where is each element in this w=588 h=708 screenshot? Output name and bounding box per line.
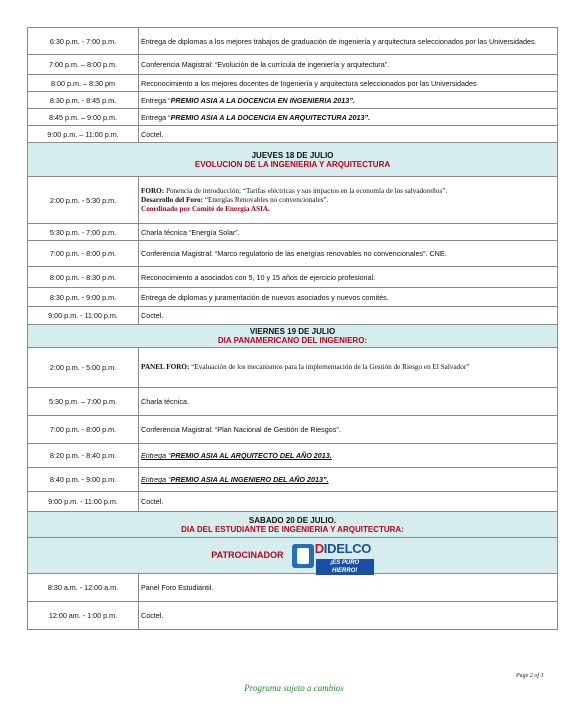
- table-row: [28, 177, 558, 224]
- table-row: [28, 307, 558, 325]
- description-cell: Conferencia Magistral: “Marco regulatorio de las energías renovables no convencionales”. CNE.: [139, 241, 558, 267]
- description-cell: Entrega de diplomas a los mejores trabajos de graduación de ingeniería y arquitectura seleccionados por las Universidades.: [139, 28, 558, 55]
- day-title: JUEVES 18 DE JULIO: [251, 150, 334, 160]
- time-cell: 8:40 p.m. - 9:00 p.m.: [28, 468, 139, 492]
- time-cell: 9:00 p.m. - 11:00 p.m.: [28, 307, 139, 325]
- table-row: [28, 109, 558, 126]
- award-title: PREMIO ASIA AL ARQUITECTO DEL AÑO 2013.: [170, 451, 332, 460]
- sponsor-cell: [28, 538, 558, 574]
- foro-text: Ponencia de introducción; “Tarifas eléctricas y sus impactos en la economía de los salvadoreños”.: [164, 186, 448, 195]
- table-row: [28, 444, 558, 468]
- table-row: [28, 241, 558, 267]
- description-cell: Coctel.: [139, 492, 558, 512]
- time-cell: 8:30 p.m. - 8:45 p.m.: [28, 92, 139, 109]
- description-cell: [139, 92, 558, 109]
- description-cell: Conferencia Magistral: “Evolución de la currícula de ingeniería y arquitectura”.: [139, 55, 558, 75]
- table-row: [28, 288, 558, 307]
- schedule-table: [27, 27, 558, 630]
- table-row: [28, 28, 558, 55]
- time-cell: 8:30 a.m. - 12:00 a.m.: [28, 574, 139, 602]
- time-cell: 5:30 p.m. – 7:00 p.m.: [28, 388, 139, 416]
- award-prefix: Entrega “: [141, 112, 171, 122]
- table-row: [28, 267, 558, 288]
- time-cell: 8:30 p.m. - 9:00 p.m.: [28, 288, 139, 307]
- description-cell: Entrega de diplomas y juramentación de nuevos asociados y nuevos comités.: [139, 288, 558, 307]
- time-cell: 7:00 p.m. – 8:00 p.m.: [28, 55, 139, 75]
- table-row: [28, 574, 558, 602]
- award-prefix: Entrega “: [141, 451, 171, 460]
- table-row: [28, 224, 558, 241]
- table-row: [28, 388, 558, 416]
- logo-tagline: ¡ES PURO HIERRO!: [316, 559, 374, 575]
- description-cell: Coctel.: [139, 126, 558, 143]
- time-cell: 8:00 p.m. - 8:30 p.m.: [28, 267, 139, 288]
- time-cell: 8:00 p.m. – 8:30 pm: [28, 75, 139, 92]
- desarrollo-label: Desarrollo del Foro:: [141, 195, 204, 204]
- desarrollo-text: “Energías Renovables no convencionales”.: [203, 195, 329, 204]
- logo-mark-icon: [292, 544, 314, 568]
- table-row: [28, 55, 558, 75]
- description-cell: [139, 109, 558, 126]
- day-title: VIERNES 19 DE JULIO: [249, 327, 336, 336]
- table-row: [28, 602, 558, 630]
- time-cell: 8:20 p.m. - 8:40 p.m.: [28, 444, 139, 468]
- sponsor-row: [28, 538, 558, 574]
- description-cell: Panel Foro Estudiantil.: [139, 574, 558, 602]
- description-cell: Charla técnica “Energía Solar”.: [139, 224, 558, 241]
- day-header-cell: [28, 325, 558, 348]
- didelco-logo: [292, 540, 374, 574]
- award-title: PREMIO ASIA A LA DOCENCIA EN INGENIERIA 2013”.: [170, 95, 355, 105]
- description-cell: [139, 444, 558, 468]
- footer-note: Programa sujeto a cambios: [244, 683, 344, 693]
- logo-name: [314, 540, 372, 556]
- time-cell: 7:00 p.m. - 8:00 p.m.: [28, 241, 139, 267]
- day-subtitle: EVOLUCION DE LA INGENIERIA Y ARQUITECTURA: [194, 159, 391, 169]
- time-cell: 8:45 p.m. – 9:00 p.m.: [28, 109, 139, 126]
- description-cell: Coctel.: [139, 307, 558, 325]
- logo-first-letter: D: [314, 540, 324, 556]
- day-header-cell: [28, 143, 558, 177]
- time-cell: 7:00 p.m. - 8:00 p.m.: [28, 416, 139, 444]
- day-header-cell: [28, 512, 558, 538]
- foro-label: FORO:: [141, 186, 165, 195]
- coordinated-by: Coordinado por Comité de Energía ASIA.: [141, 204, 270, 213]
- time-cell: 9:00 p.m. – 11:00 p.m.: [28, 126, 139, 143]
- day-header-saturday: [28, 512, 558, 538]
- description-cell: Reconocimiento a los mejores docentes de Ingeniería y arquitectura seleccionados por las Universidades: [139, 75, 558, 92]
- table-row: [28, 492, 558, 512]
- award-prefix: Entrega “: [141, 95, 171, 105]
- description-cell: Charla técnica.: [139, 388, 558, 416]
- time-cell: 6:30 p.m. - 7:00 p.m.: [28, 28, 139, 55]
- time-cell: 9:00 p.m. - 11:00 p.m.: [28, 492, 139, 512]
- award-title: PREMIO ASIA AL INGENIERO DEL AÑO 2013”.: [170, 475, 329, 484]
- day-title: SABADO 20 DE JULIO.: [248, 515, 337, 525]
- day-header-friday: [28, 325, 558, 348]
- panel-label: PANEL FORO:: [141, 363, 190, 371]
- description-cell: [139, 468, 558, 492]
- time-cell: 2:00 p.m. - 5:00 p.m.: [28, 348, 139, 388]
- sponsor-label: PATROCINADOR: [211, 549, 284, 560]
- day-header-thursday: [28, 143, 558, 177]
- page-number: Page 2 of 3: [516, 673, 544, 679]
- description-cell: Coctel.: [139, 602, 558, 630]
- description-cell: Conferencia Magistral: “Plan Nacional de Gestión de Riesgos”.: [139, 416, 558, 444]
- table-row: [28, 348, 558, 388]
- table-row: [28, 416, 558, 444]
- description-cell: [139, 177, 558, 224]
- award-title: PREMIO ASIA A LA DOCENCIA EN ARQUITECTURA 2013”.: [170, 112, 371, 122]
- panel-text: “Evaluación de los mecanismos para la implementación de la Gestión de Riesgo en El Salvador”: [189, 363, 470, 371]
- table-row: [28, 92, 558, 109]
- time-cell: 12:00 am. - 1:00 p.m.: [28, 602, 139, 630]
- table-row: [28, 468, 558, 492]
- day-subtitle: DIA DEL ESTUDIANTE DE INGENIERIA Y ARQUITECTURA:: [181, 524, 404, 534]
- description-cell: Reconocimiento a asociados con 5, 10 y 15 años de ejercicio profesional.: [139, 267, 558, 288]
- logo-rest: IDELCO: [323, 540, 372, 556]
- table-row: [28, 75, 558, 92]
- day-subtitle: DIA PANAMERICANO DEL INGENIERO:: [217, 336, 368, 345]
- award-prefix: Entrega “: [141, 475, 171, 484]
- time-cell: 2:00 p.m. - 5:30 p.m.: [28, 177, 139, 224]
- description-cell: [139, 348, 558, 388]
- time-cell: 5:30 p.m. - 7:00 p.m.: [28, 224, 139, 241]
- table-row: [28, 126, 558, 143]
